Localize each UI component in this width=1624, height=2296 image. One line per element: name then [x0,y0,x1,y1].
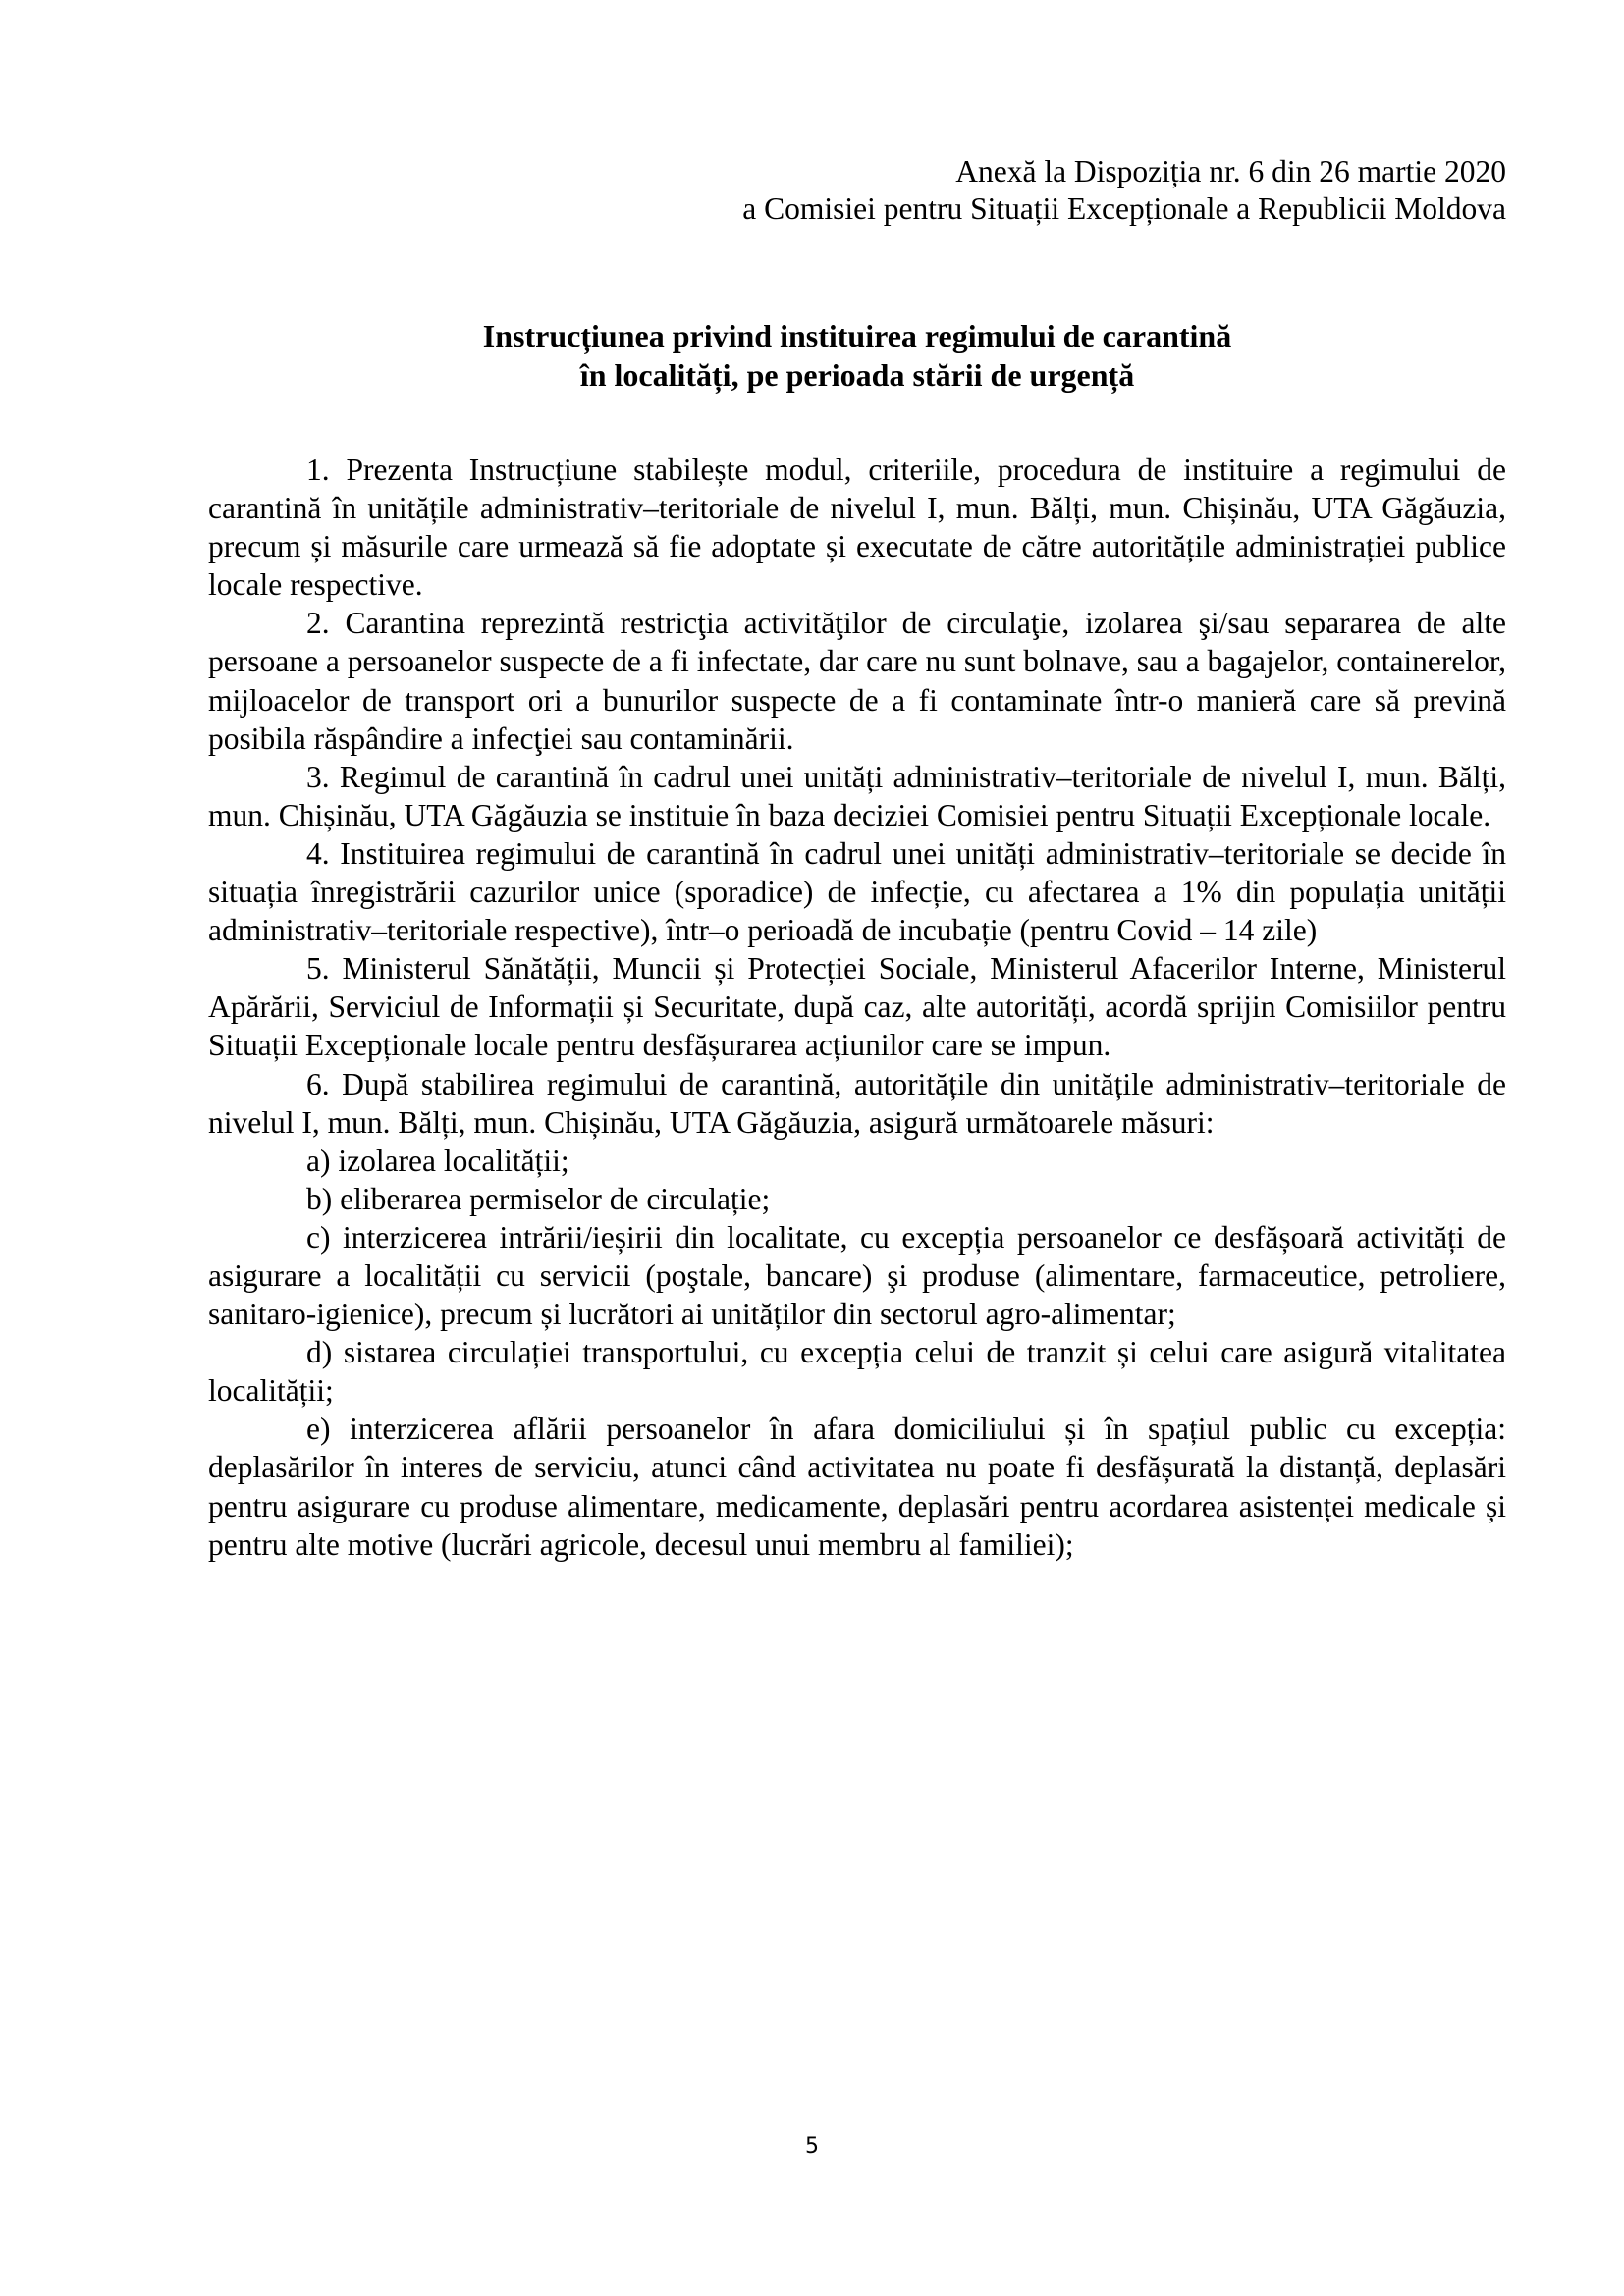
list-item-a: a) izolarea localității; [306,1143,569,1178]
paragraph-6: 6. După stabilirea regimului de carantină, autoritățile din unitățile administrativ–teritoriale de nivelul I, mun. Bălți, mun. Chișinău, UTA Găgăuzia, asigură următoarele măsuri: [208,1066,1506,1140]
page-number: 5 [805,2134,819,2159]
annex-reference [742,153,1506,228]
document-body [208,451,1506,1564]
document-title [208,316,1506,395]
list-item-b: b) eliberarea permiselor de circulație; [306,1181,771,1216]
list-item-c: c) interzicerea intrării/ieșirii din localitate, cu excepția persoanelor ce desfășoară activități de asigurare a localității cu servicii (poştale, bancare) şi produse (alimentare, farmaceutice, petroliere, sanitaro-igienice), precum și lucrători ai unităților din sectorul agro-alimentar; [208,1219,1506,1332]
title-line-1: Instrucțiunea privind instituirea regimului de carantină [482,318,1232,353]
list-item-d: d) sistarea circulației transportului, cu excepția celui de tranzit și celui care asigură vitalitatea localității; [208,1335,1506,1409]
paragraph-3: 3. Regimul de carantină în cadrul unei unități administrativ–teritoriale de nivelul I, mun. Bălți, mun. Chișinău, UTA Găgăuzia se instituie în baza deciziei Comisiei pentru Situații Excepționale locale. [208,759,1506,832]
title-line-2: în localități, pe perioada stării de urgență [579,357,1135,393]
paragraph-1: 1. Prezenta Instrucțiune stabilește modul, criteriile, procedura de instituire a regimului de carantină în unitățile administrativ–teritoriale de nivelul I, mun. Bălți, mun. Chișinău, UTA Găgăuzia, precum și măsurile care urmează să fie adoptate și executate de către autoritățile administrației publice locale respective. [208,453,1506,603]
paragraph-5: 5. Ministerul Sănătății, Muncii și Protecției Sociale, Ministerul Afacerilor Interne, Ministerul Apărării, Serviciul de Informații și Securitate, după caz, alte autorități, acordă sprijin Comisiilor pentru Situații Excepționale locale pentru desfășurarea acțiunilor care se impun. [208,951,1506,1063]
annex-line-2: a Comisiei pentru Situații Excepționale a Republicii Moldova [742,191,1506,226]
list-item-e: e) interzicerea aflării persoanelor în afara domiciliului și în spațiul public cu excepția: deplasărilor în interes de serviciu, atunci când activitatea nu poate fi desfășurată la distanță, deplasări pentru asigurare cu produse alimentare, medicamente, deplasări pentru acordarea asistenței medicale și pentru alte motive (lucrări agricole, decesul unui membru al familiei); [208,1412,1506,1562]
paragraph-2: 2. Carantina reprezintă restricţia activităţilor de circulaţie, izolarea şi/sau separarea de alte persoane a persoanelor suspecte de a fi infectate, dar care nu sunt bolnave, sau a bagajelor, containerelor, mijloacelor de transport ori a bunurilor suspecte de a fi contaminate într-o manieră care să prevină posibila răspândire a infecţiei sau contaminării. [208,606,1506,756]
paragraph-4: 4. Instituirea regimului de carantină în cadrul unei unități administrativ–teritoriale se decide în situația înregistrării cazurilor unice (sporadice) de infecție, cu afectarea a 1% din populația unității administrativ–teritoriale respective), într–o perioadă de incubație (pentru Covid – 14 zile) [208,835,1506,948]
annex-line-1: Anexă la Dispoziția nr. 6 din 26 martie 2020 [955,154,1506,188]
